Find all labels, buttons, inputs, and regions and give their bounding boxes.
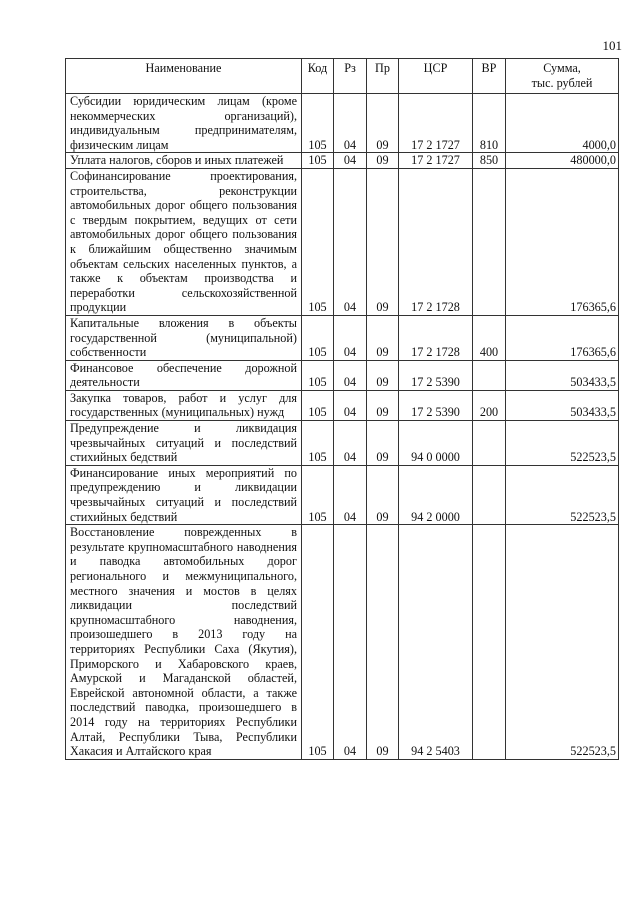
row-name: Предупреждение и ликвидация чрезвычайных ситуаций и последствий стихийных бедствий [66,421,302,466]
row-pr: 09 [367,315,399,360]
row-pr: 09 [367,421,399,466]
row-rz: 04 [334,390,367,420]
row-rz: 04 [334,168,367,315]
row-kod: 105 [302,421,334,466]
row-vr: 400 [473,315,506,360]
header-sum-line2: тыс. рублей [531,75,593,90]
table-row [66,465,619,524]
row-csr: 17 2 1728 [399,168,473,315]
row-pr: 09 [367,465,399,524]
table-header-row [66,59,619,94]
row-vr [473,525,506,760]
row-kod: 105 [302,94,334,153]
row-kod: 105 [302,360,334,390]
row-vr: 850 [473,153,506,169]
row-csr: 17 2 1728 [399,315,473,360]
table-row [66,168,619,315]
row-name: Капитальные вложения в объекты государственной (муниципальной) собственности [66,315,302,360]
row-vr [473,360,506,390]
row-rz: 04 [334,153,367,169]
row-name: Закупка товаров, работ и услуг для государственных (муниципальных) нужд [66,390,302,420]
table-row [66,315,619,360]
row-kod: 105 [302,465,334,524]
row-name: Уплата налогов, сборов и иных платежей [66,153,302,169]
row-sum: 176365,6 [506,315,619,360]
table-row [66,94,619,153]
row-rz: 04 [334,360,367,390]
header-kod: Код [302,59,334,94]
row-kod: 105 [302,525,334,760]
header-sum [506,59,619,94]
row-sum: 4000,0 [506,94,619,153]
row-rz: 04 [334,94,367,153]
row-name: Субсидии юридическим лицам (кроме некоммерческих организаций), индивидуальным предпринимателям, физическим лицам [66,94,302,153]
row-csr: 17 2 1727 [399,94,473,153]
row-pr: 09 [367,360,399,390]
row-csr: 94 0 0000 [399,421,473,466]
row-rz: 04 [334,315,367,360]
row-vr [473,168,506,315]
row-kod: 105 [302,168,334,315]
table-row [66,525,619,760]
row-kod: 105 [302,153,334,169]
row-name: Финансовое обеспечение дорожной деятельности [66,360,302,390]
row-sum: 503433,5 [506,390,619,420]
header-sum-line1: Сумма, [543,61,581,75]
row-pr: 09 [367,390,399,420]
row-vr: 200 [473,390,506,420]
row-rz: 04 [334,465,367,524]
row-sum: 176365,6 [506,168,619,315]
table-row [66,390,619,420]
row-csr: 17 2 5390 [399,390,473,420]
budget-table [65,58,619,760]
row-csr: 94 2 5403 [399,525,473,760]
page-number: 101 [602,38,622,53]
header-rz: Рз [334,59,367,94]
header-name: Наименование [66,59,302,94]
row-rz: 04 [334,525,367,760]
row-pr: 09 [367,153,399,169]
row-pr: 09 [367,168,399,315]
row-vr [473,421,506,466]
row-sum: 503433,5 [506,360,619,390]
row-rz: 04 [334,421,367,466]
header-pr: Пр [367,59,399,94]
table-row [66,153,619,169]
row-name: Софинансирование проектирования, строительства, реконструкции автомобильных дорог общего пользования с твердым покрытием, ведущих от сети автомобильных дорог общего пользования к ближайшим общественно значимым объектам сельских населенных пунктов, а также к объектам производства и переработки сельскохозяйственной продукции [66,168,302,315]
row-csr: 17 2 5390 [399,360,473,390]
row-kod: 105 [302,315,334,360]
row-sum: 522523,5 [506,465,619,524]
table-row [66,421,619,466]
row-name: Финансирование иных мероприятий по предупреждению и ликвидации чрезвычайных ситуаций и последствий стихийных бедствий [66,465,302,524]
table-row [66,360,619,390]
row-sum: 522523,5 [506,421,619,466]
row-sum: 480000,0 [506,153,619,169]
row-csr: 17 2 1727 [399,153,473,169]
row-vr: 810 [473,94,506,153]
row-name: Восстановление поврежденных в результате крупномасштабного наводнения и паводка автомобильных дорог регионального и межмуниципального, местного значения и мостов в целях ликвидации последствий крупномасштабного наводнения, произошедшего в 2013 году на территориях Республики Саха (Якутия), Приморского и Хабаровского краев, Амурской и Магаданской областей, Еврейской автономной области, а также последствий паводка, произошедшего в 2014 году на территориях Республики Алтай, Республики Тыва, Республики Хакасия и Алтайского края [66,525,302,760]
row-pr: 09 [367,525,399,760]
header-csr: ЦСР [399,59,473,94]
row-sum: 522523,5 [506,525,619,760]
row-pr: 09 [367,94,399,153]
row-csr: 94 2 0000 [399,465,473,524]
row-kod: 105 [302,390,334,420]
row-vr [473,465,506,524]
header-vr: ВР [473,59,506,94]
